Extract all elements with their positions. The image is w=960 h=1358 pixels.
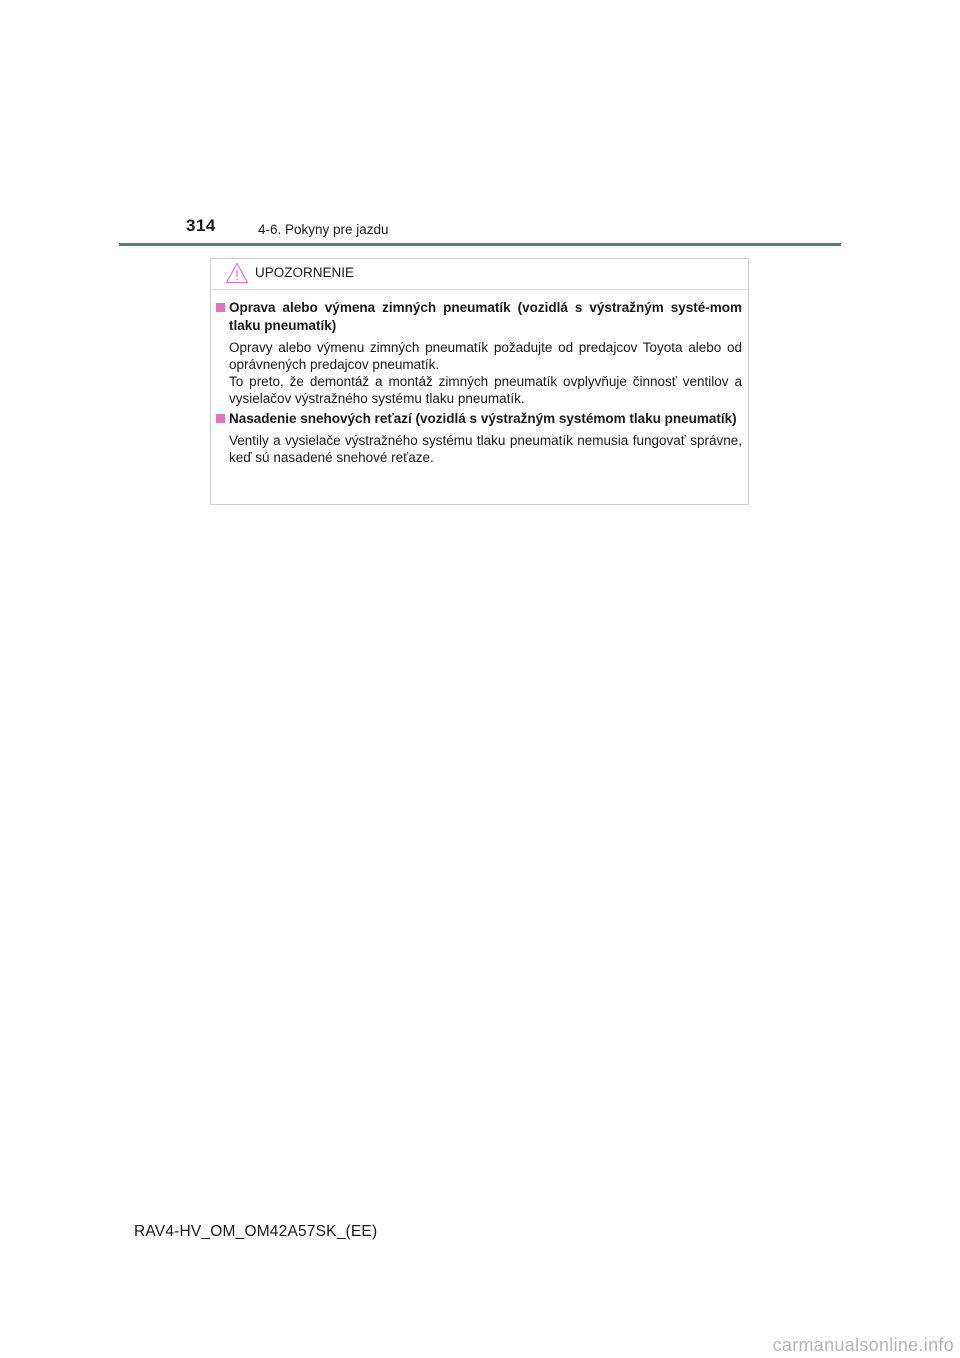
item-heading [216,299,742,335]
item-heading-text: Nasadenie snehových reťazí (vozidlá s výstražným systémom tlaku pneumatík) [229,411,737,426]
warning-triangle-icon [225,262,249,284]
square-bullet-icon [216,414,225,423]
item-text [216,432,742,466]
warning-item-winter-tires [216,299,742,407]
section-title: 4-6. Pokyny pre jazdu [258,222,389,237]
warning-item-snow-chains [216,410,742,466]
warning-header [211,259,748,290]
item-paragraph: Opravy alebo výmenu zimných pneumatík požadujte od predajcov Toyota alebo od oprávnených predajcov pneumatík. [229,340,742,372]
warning-title: UPOZORNENIE [255,265,355,280]
page-number: 314 [186,216,216,235]
header-rule [119,243,841,246]
warning-box [210,258,749,505]
item-heading [216,410,742,428]
square-bullet-icon [216,303,225,312]
item-heading-text: Oprava alebo výmena zimných pneumatík (vozidlá s výstražným systé-mom tlaku pneumatík) [229,300,742,333]
item-paragraph: Ventily a vysielače výstražného systému tlaku pneumatík nemusia fungovať správne, keď sú nasadené snehové reťaze. [229,433,742,465]
item-text [216,339,742,407]
manual-code-footer: RAV4-HV_OM_OM42A57SK_(EE) [134,1223,378,1240]
watermark: carmanualsonline.info [772,1335,954,1355]
item-paragraph: To preto, že demontáž a montáž zimných pneumatík ovplyvňuje činnosť ventilov a vysielačov výstražného systému tlaku pneumatík. [229,374,742,406]
warning-body [211,290,748,466]
